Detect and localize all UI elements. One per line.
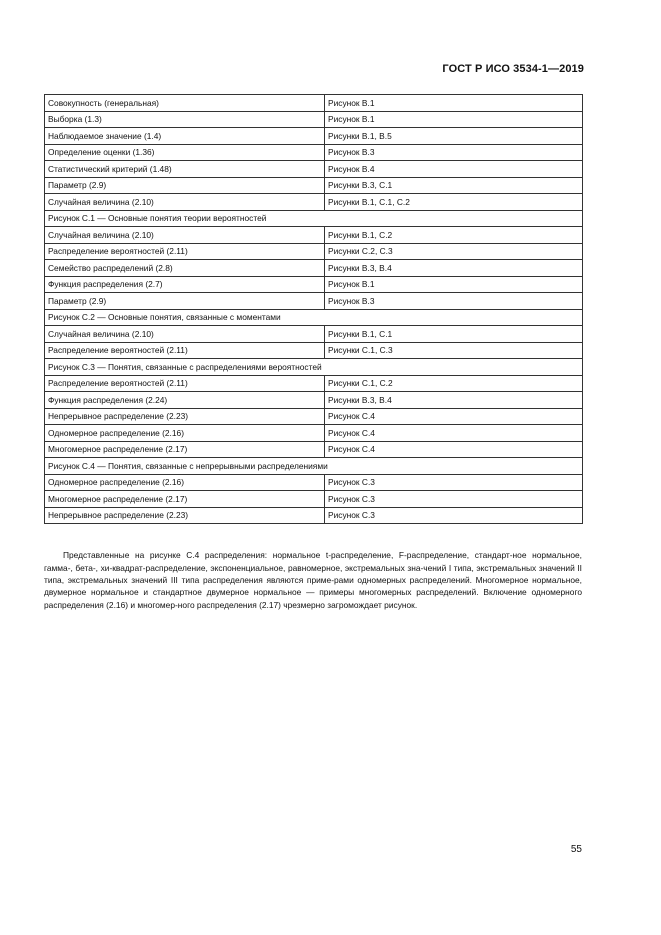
figure-caption-row [45, 210, 583, 227]
table-row [45, 474, 583, 491]
table-row [45, 491, 583, 508]
term-cell: Распределение вероятностей (2.11) [45, 342, 325, 359]
figure-reference-cell: Рисунок С.3 [325, 491, 583, 508]
term-cell: Одномерное распределение (2.16) [45, 474, 325, 491]
figure-reference-cell: Рисунок С.3 [325, 474, 583, 491]
figure-reference-cell: Рисунок С.4 [325, 408, 583, 425]
document-header: ГОСТ Р ИСО 3534-1—2019 [442, 63, 584, 75]
figure-caption: Рисунок С.4 — Понятия, связанные с непрерывными распределениями [45, 458, 583, 475]
table-row [45, 144, 583, 161]
figure-reference-cell: Рисунки В.1, С.1 [325, 326, 583, 343]
table-row [45, 128, 583, 145]
figure-reference-cell: Рисунок С.4 [325, 441, 583, 458]
term-cell: Функция распределения (2.7) [45, 276, 325, 293]
figure-reference-cell: Рисунок В.3 [325, 293, 583, 310]
table-row [45, 243, 583, 260]
figure-caption: Рисунок С.3 — Понятия, связанные с распределениями вероятностей [45, 359, 583, 376]
table-row [45, 375, 583, 392]
term-cell: Многомерное распределение (2.17) [45, 491, 325, 508]
figure-reference-cell: Рисунок В.1 [325, 276, 583, 293]
table-row [45, 293, 583, 310]
table-row [45, 260, 583, 277]
figure-caption-row [45, 359, 583, 376]
table-row [45, 194, 583, 211]
term-cell: Выборка (1.3) [45, 111, 325, 128]
table-row [45, 276, 583, 293]
explanatory-paragraph: Представленные на рисунке С.4 распределения: нормальное t-распределение, F-распределение, стандарт-ное нормальное, гамма-, бета-, хи-квадрат-распределение, экспоненциальное, равномерное, экстремальных зна-чений I типа, экстремальных значений II типа, экстремальных значений III типа распределения являются приме-рами одномерных распределений. Многомерное нормальное, двумерное нормальное и стандартное двумерное нормальное — примеры многомерных распределений. Включение одномерного распределения (2.16) и многомер-ного распределения (2.17) чрезмерно загромождает рисунок. [44, 550, 582, 610]
table-row [45, 342, 583, 359]
figure-reference-cell: Рисунок С.4 [325, 425, 583, 442]
figure-reference-cell: Рисунки В.3, В.4 [325, 392, 583, 409]
term-cell: Многомерное распределение (2.17) [45, 441, 325, 458]
figure-reference-cell: Рисунки В.1, С.2 [325, 227, 583, 244]
term-cell: Совокупность (генеральная) [45, 95, 325, 112]
term-cell: Параметр (2.9) [45, 293, 325, 310]
figure-reference-cell: Рисунок В.4 [325, 161, 583, 178]
figure-reference-cell: Рисунки В.1, С.1, С.2 [325, 194, 583, 211]
page-number: 55 [570, 844, 582, 855]
table-row [45, 507, 583, 524]
figure-caption-row [45, 309, 583, 326]
figure-reference-cell: Рисунки В.1, В.5 [325, 128, 583, 145]
figure-index-table [44, 94, 583, 524]
figure-caption: Рисунок С.1 — Основные понятия теории вероятностей [45, 210, 583, 227]
table-row [45, 227, 583, 244]
figure-caption-row [45, 458, 583, 475]
term-cell: Одномерное распределение (2.16) [45, 425, 325, 442]
figure-reference-cell: Рисунки С.1, С.3 [325, 342, 583, 359]
table-row [45, 392, 583, 409]
figure-reference-cell: Рисунки С.2, С.3 [325, 243, 583, 260]
term-cell: Случайная величина (2.10) [45, 194, 325, 211]
figure-reference-cell: Рисунки В.3, В.4 [325, 260, 583, 277]
term-cell: Семейство распределений (2.8) [45, 260, 325, 277]
term-cell: Непрерывное распределение (2.23) [45, 408, 325, 425]
table-row [45, 425, 583, 442]
term-cell: Параметр (2.9) [45, 177, 325, 194]
term-cell: Функция распределения (2.24) [45, 392, 325, 409]
figure-reference-cell: Рисунки С.1, С.2 [325, 375, 583, 392]
figure-reference-cell: Рисунки В.3, С.1 [325, 177, 583, 194]
table-row [45, 95, 583, 112]
table-row [45, 111, 583, 128]
term-cell: Случайная величина (2.10) [45, 227, 325, 244]
term-cell: Распределение вероятностей (2.11) [45, 375, 325, 392]
term-cell: Статистический критерий (1.48) [45, 161, 325, 178]
table-row [45, 441, 583, 458]
table-row [45, 177, 583, 194]
table-row [45, 326, 583, 343]
figure-index-table-body [45, 95, 583, 524]
term-cell: Распределение вероятностей (2.11) [45, 243, 325, 260]
figure-reference-cell: Рисунок С.3 [325, 507, 583, 524]
table-row [45, 408, 583, 425]
term-cell: Непрерывное распределение (2.23) [45, 507, 325, 524]
term-cell: Определение оценки (1.36) [45, 144, 325, 161]
figure-reference-cell: Рисунок В.1 [325, 111, 583, 128]
figure-caption: Рисунок С.2 — Основные понятия, связанные с моментами [45, 309, 583, 326]
term-cell: Случайная величина (2.10) [45, 326, 325, 343]
figure-reference-cell: Рисунок В.3 [325, 144, 583, 161]
term-cell: Наблюдаемое значение (1.4) [45, 128, 325, 145]
figure-reference-cell: Рисунок В.1 [325, 95, 583, 112]
table-row [45, 161, 583, 178]
